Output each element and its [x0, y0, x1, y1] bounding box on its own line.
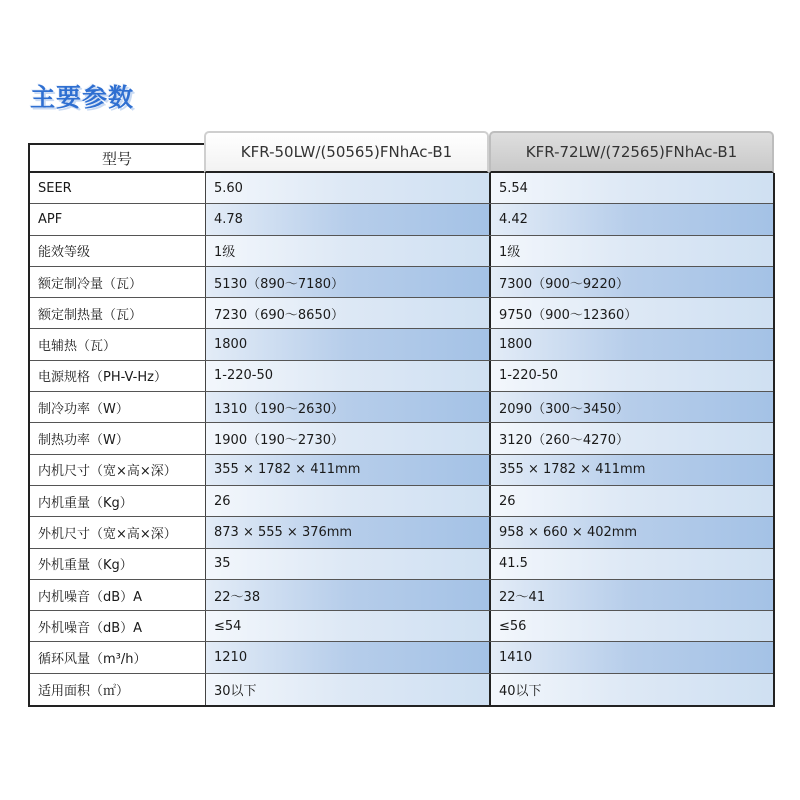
- row-label: 制热功率（W）: [30, 423, 206, 453]
- table-row: [30, 517, 773, 548]
- table-row: [30, 204, 773, 235]
- row-value-model-2: 958 × 660 × 402mm: [491, 517, 773, 547]
- row-value-model-2: 26: [491, 486, 773, 516]
- row-label: 循环风量（m³/h）: [30, 642, 206, 672]
- row-value-model-2: 1410: [491, 642, 773, 672]
- row-label: APF: [30, 204, 206, 234]
- header-model-2: KFR-72LW/(72565)FNhAc-B1: [489, 131, 774, 173]
- row-value-model-2: 2090（300～3450）: [491, 392, 773, 422]
- row-value-model-2: 4.42: [491, 204, 773, 234]
- table-row: [30, 236, 773, 267]
- row-value-model-1: 22～38: [206, 580, 491, 610]
- row-value-model-2: 355 × 1782 × 411mm: [491, 455, 773, 485]
- row-value-model-2: 22～41: [491, 580, 773, 610]
- row-label: 额定制冷量（瓦）: [30, 267, 206, 297]
- section-title: 主要参数: [30, 83, 135, 112]
- table-row: [30, 580, 773, 611]
- row-value-model-2: 1-220-50: [491, 361, 773, 391]
- table-row: [30, 611, 773, 642]
- row-value-model-1: 1210: [206, 642, 491, 672]
- row-label: 电源规格（PH-V-Hz）: [30, 361, 206, 391]
- table-body: [28, 173, 775, 707]
- spec-table: [28, 131, 775, 707]
- row-label: 外机噪音（dB）A: [30, 611, 206, 641]
- row-label: 能效等级: [30, 236, 206, 266]
- row-value-model-1: ≤54: [206, 611, 491, 641]
- row-value-model-1: 4.78: [206, 204, 491, 234]
- row-label: 电辅热（瓦）: [30, 329, 206, 359]
- row-label: 内机尺寸（宽×高×深）: [30, 455, 206, 485]
- row-value-model-1: 1900（190～2730）: [206, 423, 491, 453]
- table-row: [30, 173, 773, 204]
- table-row: [30, 486, 773, 517]
- row-value-model-1: 1310（190～2630）: [206, 392, 491, 422]
- row-value-model-2: 1级: [491, 236, 773, 266]
- table-row: [30, 549, 773, 580]
- row-label: 制冷功率（W）: [30, 392, 206, 422]
- row-value-model-2: 7300（900～9220）: [491, 267, 773, 297]
- row-label: 额定制热量（瓦）: [30, 298, 206, 328]
- table-row: [30, 455, 773, 486]
- row-value-model-2: ≤56: [491, 611, 773, 641]
- table-row: [30, 642, 773, 673]
- row-value-model-1: 35: [206, 549, 491, 579]
- table-row: [30, 267, 773, 298]
- row-value-model-2: 5.54: [491, 173, 773, 203]
- row-value-model-1: 1级: [206, 236, 491, 266]
- table-row: [30, 674, 773, 705]
- row-value-model-1: 1-220-50: [206, 361, 491, 391]
- row-value-model-1: 873 × 555 × 376mm: [206, 517, 491, 547]
- row-value-model-1: 355 × 1782 × 411mm: [206, 455, 491, 485]
- header-label-model: 型号: [28, 143, 204, 173]
- table-row: [30, 361, 773, 392]
- row-label: 外机尺寸（宽×高×深）: [30, 517, 206, 547]
- row-value-model-1: 26: [206, 486, 491, 516]
- row-label: 外机重量（Kg）: [30, 549, 206, 579]
- row-value-model-1: 5.60: [206, 173, 491, 203]
- row-value-model-2: 41.5: [491, 549, 773, 579]
- table-row: [30, 392, 773, 423]
- row-value-model-1: 30以下: [206, 674, 491, 705]
- row-label: SEER: [30, 173, 206, 203]
- table-row: [30, 423, 773, 454]
- row-value-model-2: 1800: [491, 329, 773, 359]
- row-value-model-2: 3120（260～4270）: [491, 423, 773, 453]
- row-value-model-2: 9750（900～12360）: [491, 298, 773, 328]
- header-model-1: KFR-50LW/(50565)FNhAc-B1: [204, 131, 489, 173]
- table-header: [28, 131, 775, 173]
- row-value-model-1: 5130（890～7180）: [206, 267, 491, 297]
- row-value-model-2: 40以下: [491, 674, 773, 705]
- table-row: [30, 329, 773, 360]
- row-label: 适用面积（㎡）: [30, 674, 206, 705]
- row-label: 内机噪音（dB）A: [30, 580, 206, 610]
- row-value-model-1: 7230（690～8650）: [206, 298, 491, 328]
- row-label: 内机重量（Kg）: [30, 486, 206, 516]
- row-value-model-1: 1800: [206, 329, 491, 359]
- table-row: [30, 298, 773, 329]
